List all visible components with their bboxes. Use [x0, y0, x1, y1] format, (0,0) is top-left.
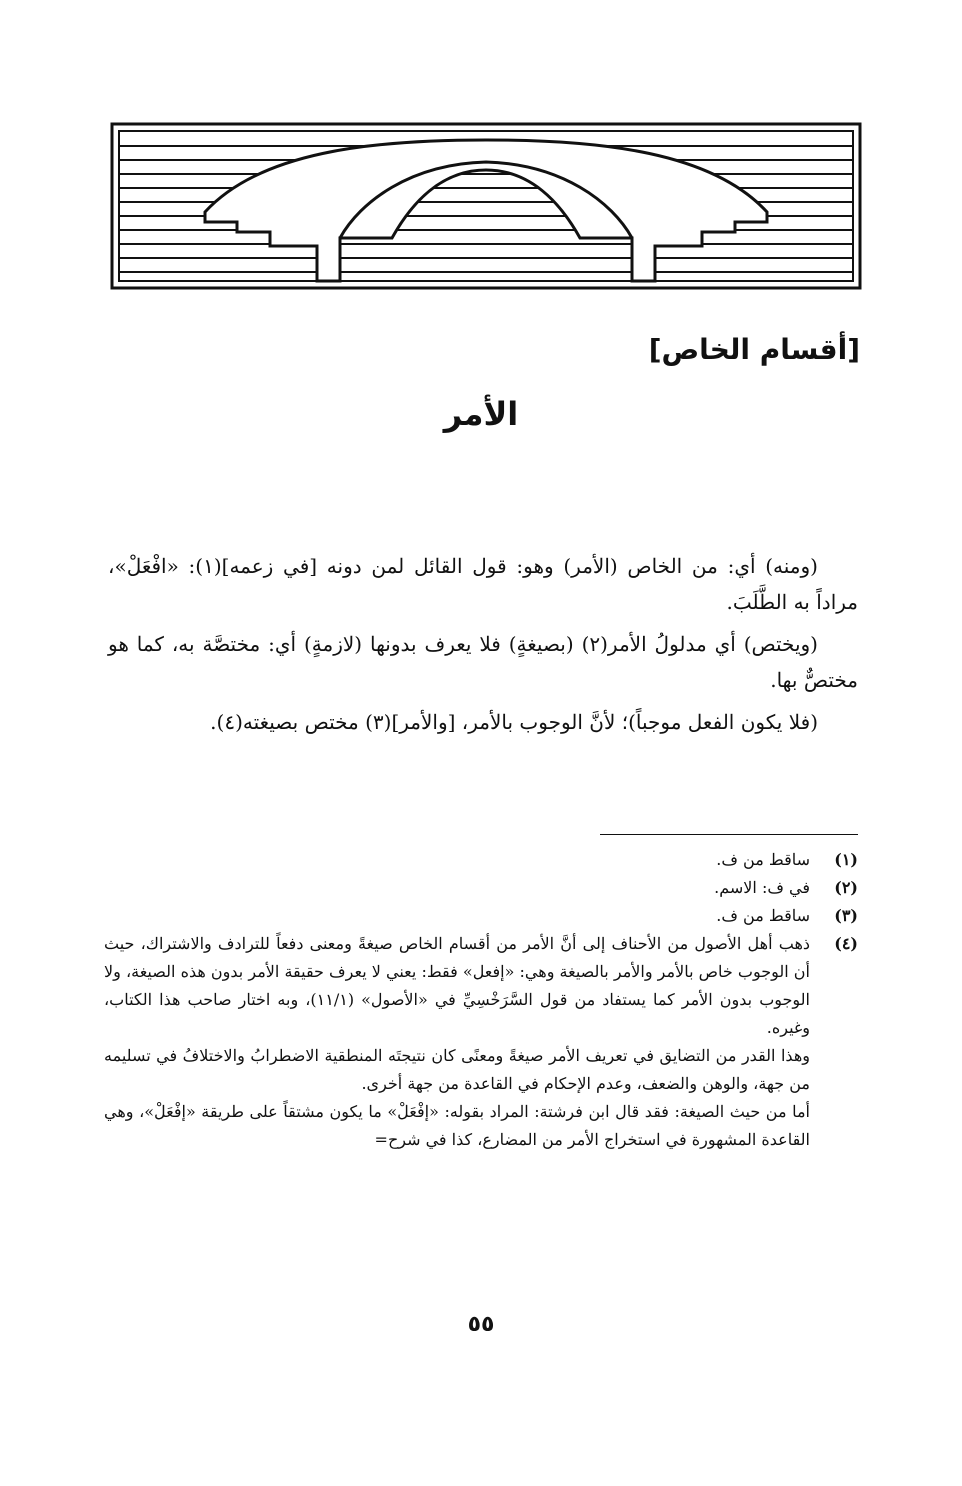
- paragraph: (ومنه) أي: من الخاص (الأمر) وهو: قول القائل لمن دونه [في زعمه](١): «افْعَلْ»، مراداً به الطَّلَبَ.: [108, 554, 858, 614]
- main-text: [108, 548, 858, 746]
- footnote: [104, 846, 858, 874]
- footnote-text: وهذا القدر من التضايق في تعريف الأمر صيغةً ومعنًى كان نتيجتَه المنطقية الاضطرابُ والاختلافُ في تسليمه من جهة، والوهن والضعف، وعدم الإحكام في القاعدة من جهة أخرى.: [104, 1046, 810, 1093]
- footnote: [104, 902, 858, 930]
- footnote: [104, 930, 858, 1154]
- section-title: [أقسام الخاص]: [648, 333, 860, 366]
- header-ornament: [110, 122, 862, 290]
- footnote-text: ذهب أهل الأصول من الأحناف إلى أنَّ الأمر من أقسام الخاص صيغةً ومعنى دفعاً للترادف والاشتراك، حيث أن الوجوب خاص بالأمر والأمر بالصيغة وهي: «إفعل» فقط: يعني لا يعرف حقيقة الأمر بدون هذه الصيغة، ولا الوجوب بدون الأمر كما يستفاد من قول السَّرَخْسِيِّ في «الأصول» (١١/١)، وبه اختار صاحب هذا الكتاب، وغيره.: [104, 934, 810, 1037]
- footnote-number: (٣): [834, 906, 858, 925]
- paragraph: (ويختص) أي مدلولُ الأمر(٢) (بصيغةٍ) فلا يعرف بدونها (لازمةٍ) أي: مختصَّة به، كما هو مختصٌّ بها.: [108, 632, 858, 692]
- footnote-number: (٢): [834, 878, 858, 897]
- page-number: ٥٥: [467, 1312, 495, 1337]
- footnote-number: (١): [834, 850, 858, 869]
- paragraph: (فلا يكون الفعل موجباً)؛ لأنَّ الوجوب بالأمر، [والأمر](٣) مختص بصيغته(٤).: [210, 710, 818, 734]
- footnote-text: في ف: الاسم.: [714, 878, 810, 897]
- footnote: [104, 874, 858, 902]
- footnote-text: ساقط من ف.: [716, 850, 810, 869]
- footnote-text: أما من حيث الصيغة: فقد قال ابن فرشتة: المراد بقوله: «إفْعَلْ» ما يكون مشتقاً على طريقة «إفْعَلْ»، وهي القاعدة المشهورة في استخراج الأمر من المضارع، كذا في شرح=: [104, 1102, 810, 1149]
- footnotes: [104, 846, 858, 1154]
- footnote-separator: [600, 834, 858, 835]
- chapter-title: الأمر: [443, 395, 519, 433]
- footnote-number: (٤): [834, 934, 858, 953]
- footnote-text: ساقط من ف.: [716, 906, 810, 925]
